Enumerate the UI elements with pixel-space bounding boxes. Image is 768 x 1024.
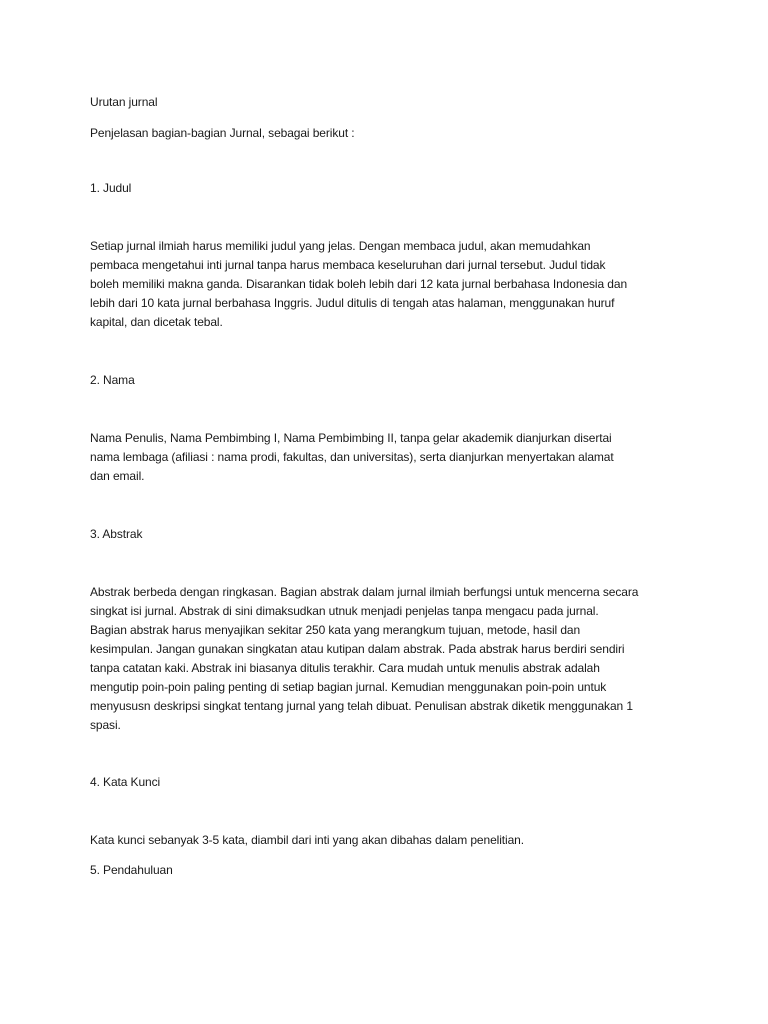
paragraph-line: lebih dari 10 kata jurnal berbahasa Inggris. Judul ditulis di tengah atas halaman, menggunakan huruf xyxy=(90,296,615,310)
paragraph-line: mengutip poin-poin paling penting di setiap bagian jurnal. Kemudian menggunakan poin-poin untuk xyxy=(90,680,607,694)
section-heading-kata-kunci: 4. Kata Kunci xyxy=(90,775,161,789)
paragraph-line: kapital, dan dicetak tebal. xyxy=(90,315,223,329)
paragraph-line: spasi. xyxy=(90,718,121,732)
section-heading-judul: 1. Judul xyxy=(90,181,132,195)
paragraph-line: singkat isi jurnal. Abstrak di sini dimaksudkan utnuk menjadi penjelas tanpa mengacu pada jurnal. xyxy=(90,604,599,618)
section-body-nama xyxy=(90,429,680,486)
paragraph-line: Nama Penulis, Nama Pembimbing I, Nama Pembimbing II, tanpa gelar akademik dianjurkan disertai xyxy=(90,431,612,445)
paragraph-line: pembaca mengetahui inti jurnal tanpa harus membaca keseluruhan dari jurnal tersebut. Judul tidak xyxy=(90,258,606,272)
section-heading-nama: 2. Nama xyxy=(90,373,135,387)
paragraph-line: dan email. xyxy=(90,469,145,483)
section-body-judul xyxy=(90,237,680,332)
section-heading-pendahuluan: 5. Pendahuluan xyxy=(90,863,173,877)
section-heading-abstrak: 3. Abstrak xyxy=(90,527,143,541)
section-body-abstrak xyxy=(90,583,680,735)
paragraph-line: Kata kunci sebanyak 3-5 kata, diambil dari inti yang akan dibahas dalam penelitian. xyxy=(90,833,524,847)
paragraph-line: Abstrak berbeda dengan ringkasan. Bagian abstrak dalam jurnal ilmiah berfungsi untuk mencerna secara xyxy=(90,585,639,599)
paragraph-line: Bagian abstrak harus menyajikan sekitar 250 kata yang merangkum tujuan, metode, hasil dan xyxy=(90,623,581,637)
section-body-kata-kunci xyxy=(90,831,680,850)
paragraph-line: boleh memiliki makna ganda. Disarankan tidak boleh lebih dari 12 kata jurnal berbahasa Indonesia dan xyxy=(90,277,628,291)
paragraph-line: Setiap jurnal ilmiah harus memiliki judul yang jelas. Dengan membaca judul, akan memudahkan xyxy=(90,239,591,253)
paragraph-line: tanpa catatan kaki. Abstrak ini biasanya ditulis terakhir. Cara mudah untuk menulis abstrak adalah xyxy=(90,661,600,675)
paragraph-line: nama lembaga (afiliasi : nama prodi, fakultas, dan universitas), serta dianjurkan menyertakan alamat xyxy=(90,450,614,464)
paragraph-line: kesimpulan. Jangan gunakan singkatan atau kutipan dalam abstrak. Pada abstrak harus berdiri sendiri xyxy=(90,642,625,656)
document-title: Urutan jurnal xyxy=(90,95,158,109)
paragraph-line: menyususn deskripsi singkat tentang jurnal yang telah dibuat. Penulisan abstrak diketik menggunakan 1 xyxy=(90,699,633,713)
document-intro: Penjelasan bagian-bagian Jurnal, sebagai berikut : xyxy=(90,126,355,140)
